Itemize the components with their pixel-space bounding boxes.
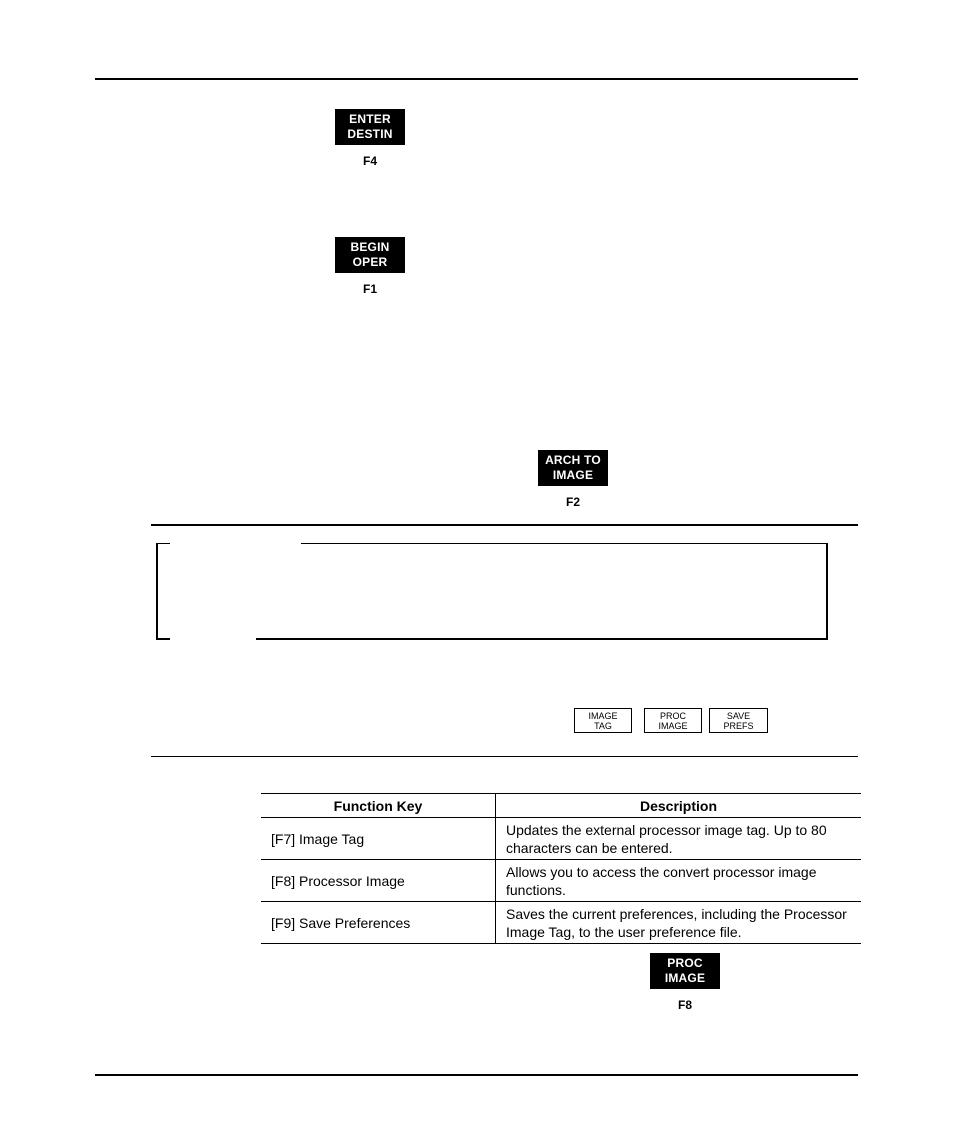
key-label-line2: OPER [352,255,388,269]
key-label-line1: BEGIN [350,240,390,254]
row-description: Allows you to access the convert processor image functions. [496,860,862,902]
note-box-bottom-right [256,638,828,640]
enter-destin-key[interactable] [335,109,405,145]
save-prefs-softkey[interactable] [709,708,768,733]
table-row [261,818,861,860]
begin-oper-key[interactable] [335,237,405,273]
arch-to-image-key[interactable] [538,450,608,486]
row-key: [F9] Save Preferences [261,902,496,944]
key-label-line2: IMAGE [664,971,706,985]
footer-rule [95,1074,858,1076]
softkey-label-line1: PROC [659,710,686,721]
softkey-label-line2: TAG [594,720,612,731]
softkey-label-line1: SAVE [726,710,751,721]
key-label-line2: DESTIN [347,127,393,141]
proc-image-key[interactable] [650,953,720,989]
note-box-top-right [301,543,827,544]
image-tag-softkey[interactable] [574,708,632,733]
key-label-line1: ARCH TO [545,453,601,467]
row-description: Saves the current preferences, including the Processor Image Tag, to the user preference file. [496,902,862,944]
key-number: F4 [362,154,377,168]
header-description: Description [496,794,862,818]
key-label-line1: PROC [667,956,703,970]
header-function-key: Function Key [261,794,496,818]
softkey-label-line2: PREFS [723,720,754,731]
header-rule [95,78,858,80]
table-header-row [261,794,861,818]
key-number: F2 [565,495,580,509]
key-number: F8 [677,998,692,1012]
key-label-line1: ENTER [349,112,391,126]
note-box-right [826,543,828,640]
section-rule [151,524,858,526]
note-box-bottom-left [156,638,170,640]
proc-image-softkey[interactable] [644,708,702,733]
table-row [261,860,861,902]
softkey-label-line2: IMAGE [658,720,688,731]
table-row [261,902,861,944]
row-key: [F7] Image Tag [261,818,496,860]
softkey-label-line1: IMAGE [588,710,618,721]
row-key: [F8] Processor Image [261,860,496,902]
note-box-left [156,543,158,640]
key-label-line2: IMAGE [552,468,594,482]
note-box-top-left [156,543,170,544]
key-number: F1 [362,282,377,296]
function-key-table [261,793,861,944]
section-rule [151,756,858,757]
row-description: Updates the external processor image tag. Up to 80 characters can be entered. [496,818,862,860]
